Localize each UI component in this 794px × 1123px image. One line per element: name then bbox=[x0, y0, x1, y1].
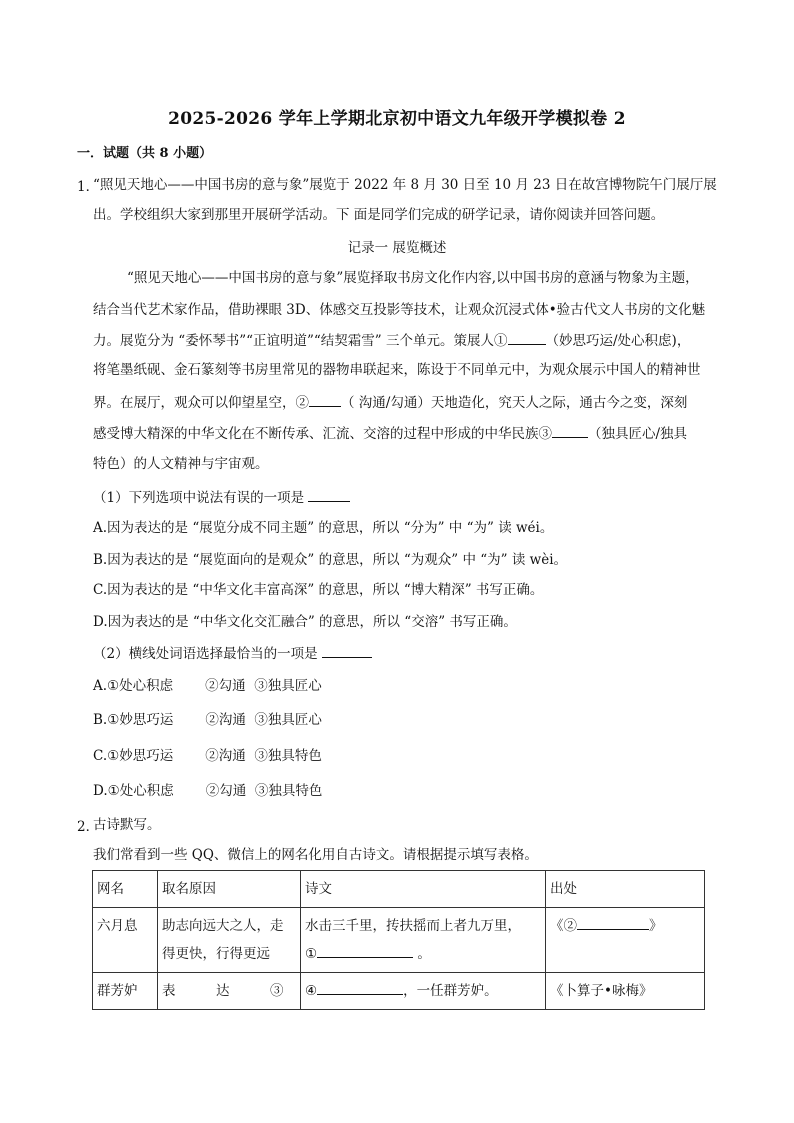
option-2c-part1: C.①妙思巧运 bbox=[93, 748, 174, 764]
blank-source[interactable] bbox=[577, 915, 649, 930]
cell-poem bbox=[301, 908, 546, 973]
option-2a-part2: ②勾通 bbox=[205, 678, 246, 694]
table-row bbox=[93, 908, 705, 973]
option-2b bbox=[93, 710, 322, 730]
option-1c: C.因为表达的是 “中华文化丰富高深” 的意思，所以 “博大精深” 书写正确。 bbox=[93, 582, 544, 598]
sub-question-2-text: （2）横线处词语选择最恰当的一项是 bbox=[93, 646, 318, 662]
option-2d-part2: ②勾通 bbox=[205, 783, 247, 799]
cell-poem-text: 水击三千里，抟扶摇而上者九万里， bbox=[305, 918, 521, 934]
passage-line-5-text: 界。在展厅，观众可以仰望星空，② bbox=[93, 395, 309, 411]
option-1d: D.因为表达的是 “中华文化交汇融合” 的意思，所以 “交溶” 书写正确。 bbox=[93, 614, 517, 630]
passage-line-7: 特色）的人文精神与宇宙观。 bbox=[93, 456, 269, 472]
option-2c bbox=[93, 746, 322, 766]
blank-3[interactable] bbox=[552, 423, 588, 438]
option-1b: B.因为表达的是 “展览面向的是观众” 的意思，所以 “为观众” 中 “为” 读 wèi。 bbox=[93, 552, 568, 568]
q2-heading: 古诗默写。 bbox=[93, 817, 161, 833]
header-source: 出处 bbox=[546, 871, 705, 908]
cell-reason: 表 达 ③ bbox=[158, 973, 301, 1010]
header-reason: 取名原因 bbox=[158, 871, 301, 908]
passage-line-6-hint: （独具匠心/独具 bbox=[588, 426, 688, 442]
question-2-number: 2． bbox=[77, 819, 100, 835]
header-name: 网名 bbox=[93, 871, 158, 908]
passage-line-3-text: 力。展览分为 “委怀琴书”“正谊明道”“结契霜雪” 三个单元。策展人① bbox=[93, 333, 508, 349]
passage-line-5-hint: （ 沟通/勾通）天地造化，究天人之际，通古今之变，深刻 bbox=[341, 395, 688, 411]
sub-question-2 bbox=[93, 643, 372, 664]
q1-intro-line-1: “照见天地心——中国书房的意与象”展览于 2022 年 8 月 30 日至 10 月 23 日在故宫博物院午门展厅展 bbox=[93, 177, 717, 193]
passage-line-1: “照见天地心——中国书房的意与象”展览择取书房文化作内容,以中国书房的意涵与物象为主题， bbox=[127, 270, 699, 286]
passage-line-6-text: 感受博大精深的中华文化在不断传承、汇流、交溶的过程中形成的中华民族③ bbox=[93, 426, 552, 442]
option-2a-part1: A.①处心积虑 bbox=[93, 678, 174, 694]
page-title: 2025-2026 学年上学期北京初中语文九年级开学模拟卷 2 bbox=[168, 109, 626, 129]
sub-question-1 bbox=[93, 487, 350, 508]
blank-poem-4[interactable] bbox=[317, 980, 403, 995]
passage-line-6 bbox=[93, 423, 687, 444]
sub-question-1-text: （1）下列选项中说法有误的一项是 bbox=[93, 490, 305, 506]
option-2a-part3: ③独具匠心 bbox=[254, 678, 322, 694]
option-2a bbox=[93, 676, 322, 696]
passage-line-5 bbox=[93, 392, 687, 413]
cell-poem-mark: ④ bbox=[305, 983, 318, 999]
passage-line-3-hint: （妙思巧运/处心积虑)， bbox=[545, 333, 691, 349]
blank-2[interactable] bbox=[309, 392, 341, 407]
cell-source-open: 《② bbox=[550, 918, 577, 934]
question-1-number: 1． bbox=[77, 179, 100, 195]
section-heading: 一．试题（共 8 小题） bbox=[77, 146, 213, 161]
table-header-row bbox=[93, 871, 705, 908]
passage-line-2: 结合当代艺术家作品，借助裸眼 3D、体感交互投影等技术，让观众沉浸式体•验古代文人书房的文化魅 bbox=[93, 302, 706, 318]
cell-poem-end: 。 bbox=[417, 946, 431, 962]
option-1a: A.因为表达的是 “展览分成不同主题” 的意思，所以 “分为” 中 “为” 读 wéi。 bbox=[93, 520, 554, 536]
cell-source-close: 》 bbox=[649, 918, 663, 934]
option-2b-part3: ③独具匠心 bbox=[254, 712, 322, 728]
header-poem: 诗文 bbox=[301, 871, 546, 908]
cell-name: 六月息 bbox=[93, 908, 158, 973]
table-row bbox=[93, 973, 705, 1010]
record-title: 记录一 展览概述 bbox=[347, 240, 447, 256]
cell-source: 《卜算子•咏梅》 bbox=[546, 973, 705, 1010]
option-2d-part3: ③独具特色 bbox=[254, 783, 323, 799]
cell-source bbox=[546, 908, 705, 973]
cell-name: 群芳妒 bbox=[93, 973, 158, 1010]
cell-poem bbox=[301, 973, 546, 1010]
cell-reason: 助志向远大之人，走得更快，行得更远 bbox=[158, 908, 301, 973]
blank-poem-1[interactable] bbox=[317, 943, 413, 958]
passage-line-4: 将笔墨纸砚、金石篆刻等书房里常见的器物串联起来，陈设于不同单元中，为观众展示中国人的精神世 bbox=[93, 362, 701, 378]
option-2d bbox=[93, 781, 322, 801]
poem-table bbox=[92, 870, 705, 1010]
option-2b-part2: ②沟通 bbox=[205, 712, 246, 728]
option-2b-part1: B.①妙思巧运 bbox=[93, 712, 174, 728]
answer-blank-1[interactable] bbox=[308, 487, 350, 502]
blank-1[interactable] bbox=[508, 330, 546, 345]
cell-poem-mark: ① bbox=[305, 946, 318, 962]
answer-blank-2[interactable] bbox=[322, 643, 372, 658]
q1-intro-line-2: 出。学校组织大家到那里开展研学活动。下 面是同学们完成的研学记录，请你阅读并回答问题。 bbox=[93, 207, 665, 223]
option-2c-part3: ③独具特色 bbox=[254, 748, 322, 764]
option-2c-part2: ②沟通 bbox=[205, 748, 246, 764]
cell-poem-end: ，一任群芳妒。 bbox=[403, 983, 498, 999]
passage-line-3 bbox=[93, 330, 690, 351]
option-2d-part1: D.①处心积虑 bbox=[93, 783, 174, 799]
q2-intro: 我们常看到一些 QQ、微信上的网名化用自古诗文。请根据提示填写表格。 bbox=[93, 847, 538, 863]
